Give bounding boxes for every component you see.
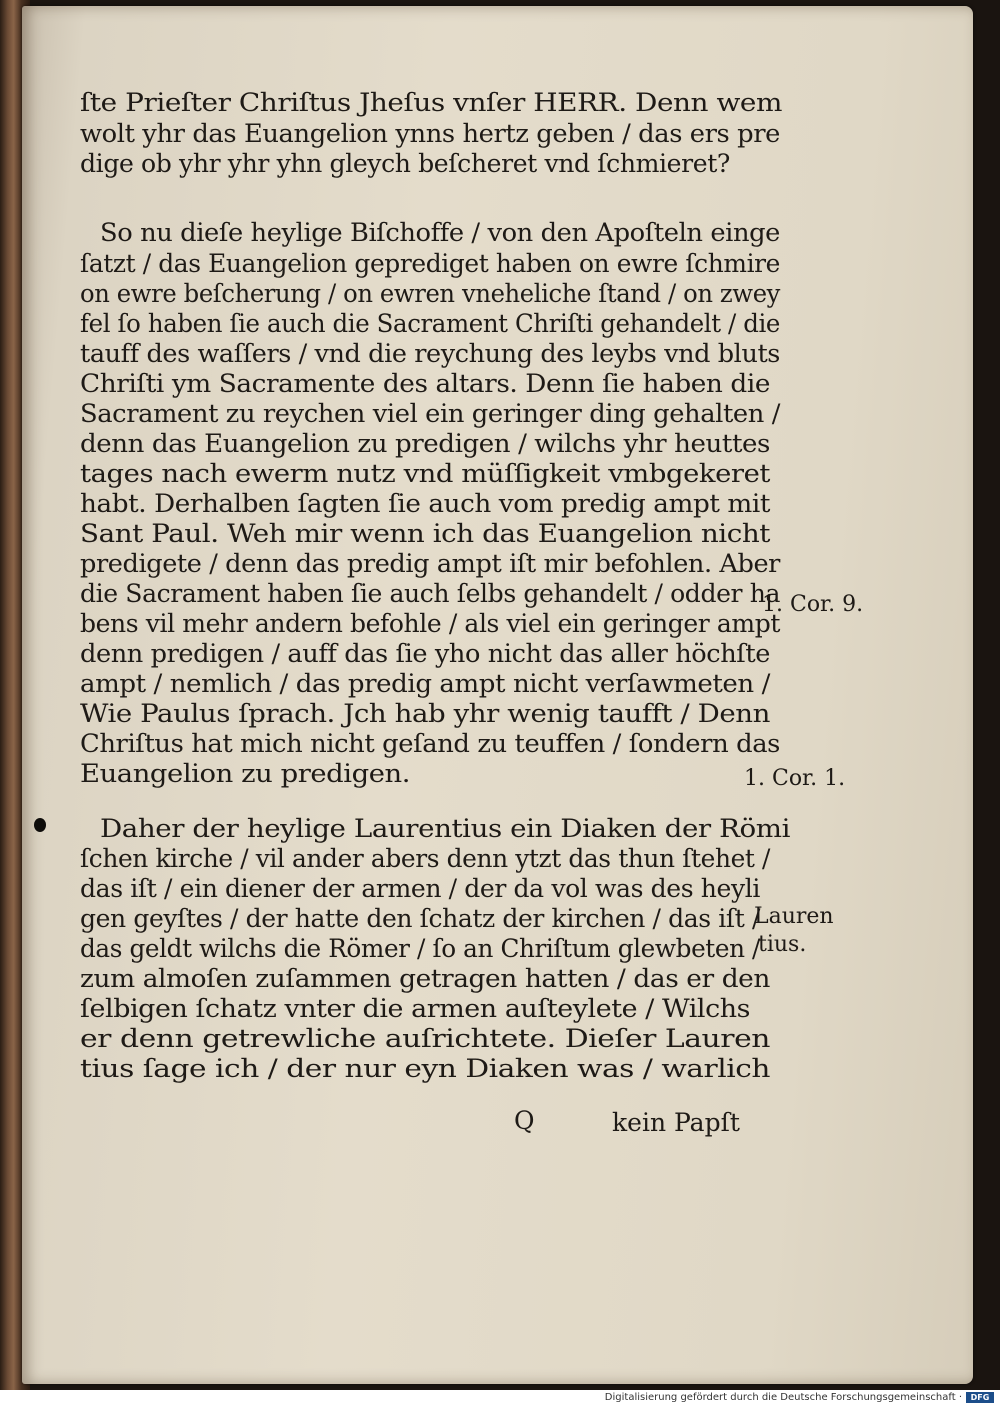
text-line: fel ſo haben ſie auch die Sacrament Chriſti gehandelt / die: [80, 309, 780, 338]
text-line: er denn getrewliche auſrichtete. Dieſer Lauren: [80, 1024, 770, 1053]
margin-note: 1. Cor. 9.: [762, 592, 864, 617]
signature-mark: Q: [514, 1106, 535, 1135]
text-line: predigete / denn das predig ampt iſt mir befohlen. Aber: [80, 549, 780, 578]
text-line: ſte Prieſter Chriſtus Jheſus vnſer HERR. Denn wem: [80, 88, 782, 117]
text-line: zum almoſen zuſammen getragen hatten / das er den: [80, 964, 770, 993]
text-line: denn das Euangelion zu predigen / wilchs yhr heuttes: [80, 429, 770, 458]
text-line: dige ob yhr yhr yhn gleych beſcheret vnd ſchmieret?: [80, 149, 730, 178]
text-line: wolt yhr das Euangelion ynns hertz geben / das ers pre: [80, 119, 780, 148]
text-line: gen geyſtes / der hatte den ſchatz der kirchen / das iſt /: [80, 904, 760, 933]
footer-credit: Digitalisierung gefördert durch die Deutsche Forschungsgemeinschaft ·: [604, 1392, 962, 1403]
text-line: denn predigen / auff das ſie yho nicht das aller höchſte: [80, 639, 770, 668]
text-line: Daher der heylige Laurentius ein Diaken der Römi: [100, 814, 790, 843]
text-line: Chriſtus hat mich nicht geſand zu teuffen / ſondern das: [80, 729, 780, 758]
text-line: Euangelion zu predigen.: [80, 759, 410, 788]
text-line: So nu dieſe heylige Biſchoffe / von den Apoſteln einge: [100, 218, 781, 247]
margin-note: 1. Cor. 1.: [744, 766, 846, 791]
text-line: Sacrament zu reychen viel ein geringer ding gehalten /: [80, 399, 780, 428]
text-line: bens vil mehr andern befohle / als viel ein geringer ampt: [80, 609, 780, 638]
text-line: habt. Derhalben ſagten ſie auch vom predig ampt mit: [80, 489, 770, 518]
text-line: Chriſti ym Sacramente des altars. Denn ſie haben die: [80, 369, 770, 398]
binding-hole: [34, 818, 46, 832]
text-line: Wie Paulus ſprach. Jch hab yhr wenig taufft / Denn: [80, 699, 770, 728]
catchword: kein Papſt: [612, 1108, 740, 1137]
text-line: das iſt / ein diener der armen / der da vol was des heyli: [80, 874, 761, 903]
text-line: die Sacrament haben ſie auch ſelbs gehandelt / odder ha: [80, 579, 780, 608]
margin-note: tius.: [758, 932, 807, 957]
text-line: das geldt wilchs die Römer / ſo an Chriſtum glewbeten /: [80, 934, 760, 963]
margin-note: Lauren: [754, 904, 834, 929]
text-line: Sant Paul. Weh mir wenn ich das Euangelion nicht: [80, 519, 770, 548]
text-line: tauff des waſſers / vnd die reychung des leybs vnd bluts: [80, 339, 780, 368]
footer: [0, 1390, 1000, 1406]
text-line: tages nach ewerm nutz vnd müſſigkeit vmbgekeret: [80, 459, 770, 488]
dfg-logo: DFG: [966, 1392, 994, 1403]
text-line: ſelbigen ſchatz vnter die armen auſteylete / Wilchs: [80, 994, 750, 1023]
text-line: ampt / nemlich / das predig ampt nicht verſawmeten /: [80, 669, 770, 698]
text-line: tius ſage ich / der nur eyn Diaken was / warlich: [80, 1054, 770, 1083]
text-line: ſchen kirche / vil ander abers denn ytzt das thun ſtehet /: [80, 844, 770, 873]
book-page: [22, 6, 973, 1384]
text-line: ſatzt / das Euangelion geprediget haben on ewre ſchmire: [80, 249, 780, 278]
text-line: on ewre beſcherung / on ewren vneheliche ſtand / on zwey: [80, 279, 780, 308]
